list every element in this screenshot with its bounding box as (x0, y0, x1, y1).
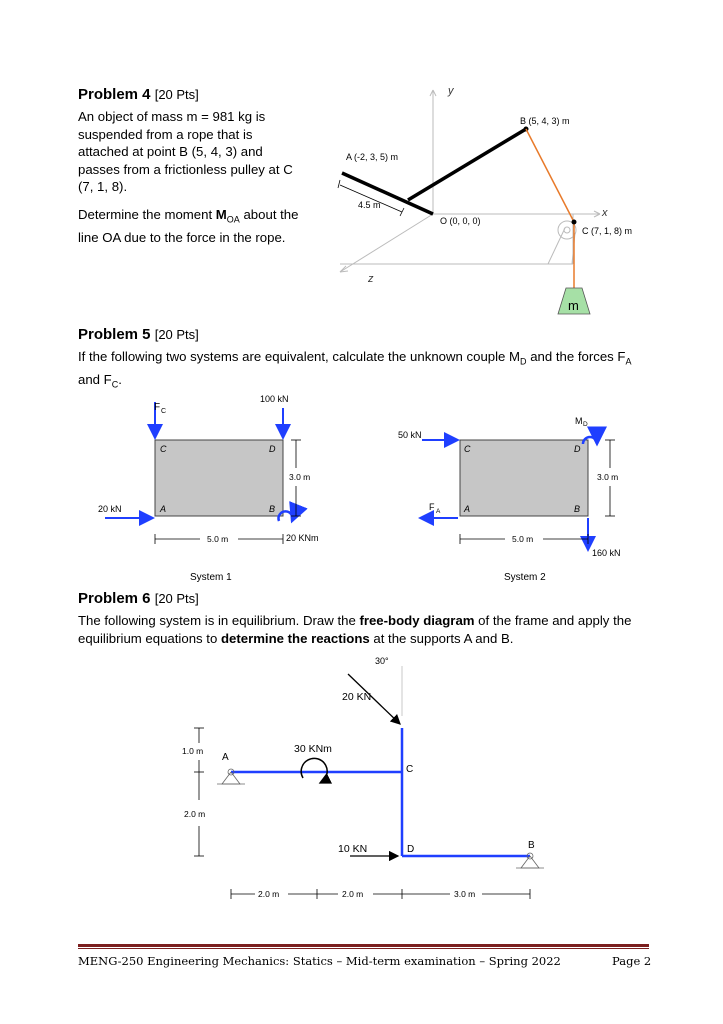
problem4-title: Problem 4 [20 Pts] (78, 86, 199, 103)
svg-text:D: D (407, 844, 415, 855)
svg-text:2.0 m: 2.0 m (184, 809, 206, 819)
member-b (408, 129, 526, 200)
sys1-plate (155, 440, 283, 516)
svg-text:160 kN: 160 kN (592, 548, 621, 558)
footer-page: Page 2 (612, 954, 652, 968)
problem5-statement: If the following two systems are equivalent, calculate the unknown couple $M_D$ and the forces $F_A$ and $F_C$. (78, 349, 632, 390)
svg-text:A: A (222, 752, 229, 763)
svg-text:3.0 m: 3.0 m (597, 472, 619, 482)
svg-text:3.0 m: 3.0 m (454, 889, 476, 899)
moment-icon (301, 758, 327, 783)
svg-text:20 KNm: 20 KNm (286, 533, 319, 543)
svg-text:C: C (160, 444, 167, 454)
svg-text:C: C (406, 764, 414, 775)
svg-text:A: A (464, 504, 471, 514)
svg-text:B: B (528, 840, 535, 851)
svg-text:B: B (574, 504, 581, 514)
svg-text:O (0, 0, 0): O (0, 0, 0) (440, 216, 481, 226)
rope-bc (526, 129, 574, 222)
svg-text:A: A (160, 504, 167, 514)
problem6-figure (170, 650, 560, 910)
svg-text:x: x (602, 207, 608, 219)
z-axis (340, 214, 433, 272)
svg-text:m: m (568, 298, 579, 313)
svg-text:A (-2, 3, 5) m: A (-2, 3, 5) m (346, 152, 399, 162)
svg-text:F: F (429, 502, 435, 512)
problem5-figure (70, 388, 660, 588)
svg-text:B: B (269, 504, 276, 514)
svg-text:100 kN: 100 kN (260, 394, 289, 404)
svg-text:System 1: System 1 (190, 572, 232, 583)
svg-text:3.0 m: 3.0 m (289, 472, 311, 482)
svg-text:10 KN: 10 KN (338, 843, 368, 855)
problem4-statement: An object of mass m = 981 kg is suspended from a rope that is attached at point B (5, 4, 3) and passes from a frictionless pulley at C (7, 1, 8). (78, 109, 293, 194)
svg-text:5.0 m: 5.0 m (512, 534, 534, 544)
svg-text:20 KN: 20 KN (342, 691, 372, 703)
svg-text:1.0 m: 1.0 m (182, 746, 204, 756)
svg-text:D: D (269, 444, 276, 454)
svg-text:B (5, 4, 3) m: B (5, 4, 3) m (520, 116, 570, 126)
svg-text:System 2: System 2 (504, 572, 546, 583)
svg-text:50 kN: 50 kN (398, 430, 422, 440)
svg-text:F: F (154, 402, 161, 413)
svg-text:2.0 m: 2.0 m (258, 889, 280, 899)
svg-text:30°: 30° (375, 656, 389, 666)
svg-text:5.0 m: 5.0 m (207, 534, 229, 544)
svg-text:y: y (448, 85, 454, 97)
svg-text:2.0 m: 2.0 m (342, 889, 364, 899)
svg-text:30 KNm: 30 KNm (294, 743, 332, 755)
footer-rule (78, 944, 649, 947)
problem4-question: Determine the moment $M_{OA}$ about the line OA due to the force in the rope. (78, 207, 299, 246)
sys2-plate (460, 440, 588, 516)
problem6-title: Problem 6 [20 Pts] (78, 590, 199, 607)
problem5-title: Problem 5 [20 Pts] (78, 326, 199, 343)
footer-rule-thin (78, 948, 649, 949)
svg-text:A: A (436, 508, 441, 515)
problem6-statement: The following system is in equilibrium. Draw the free-body diagram of the frame and apply the equilibrium equations to determine the reactions at the supports A and B. (78, 613, 632, 646)
svg-text:4.5 m: 4.5 m (358, 200, 381, 210)
svg-text:C (7, 1, 8) m: C (7, 1, 8) m (582, 226, 633, 236)
svg-text:C: C (464, 444, 471, 454)
svg-text:M: M (575, 416, 583, 426)
footer-course: MENG-250 Engineering Mechanics: Statics – Mid-term examination – Spring 2022 (78, 954, 561, 968)
svg-text:D: D (574, 444, 581, 454)
problem4-figure (310, 78, 650, 318)
svg-text:20 kN: 20 kN (98, 504, 122, 514)
svg-text:z: z (368, 273, 374, 285)
svg-text:C: C (161, 408, 167, 415)
svg-text:D: D (583, 421, 588, 428)
